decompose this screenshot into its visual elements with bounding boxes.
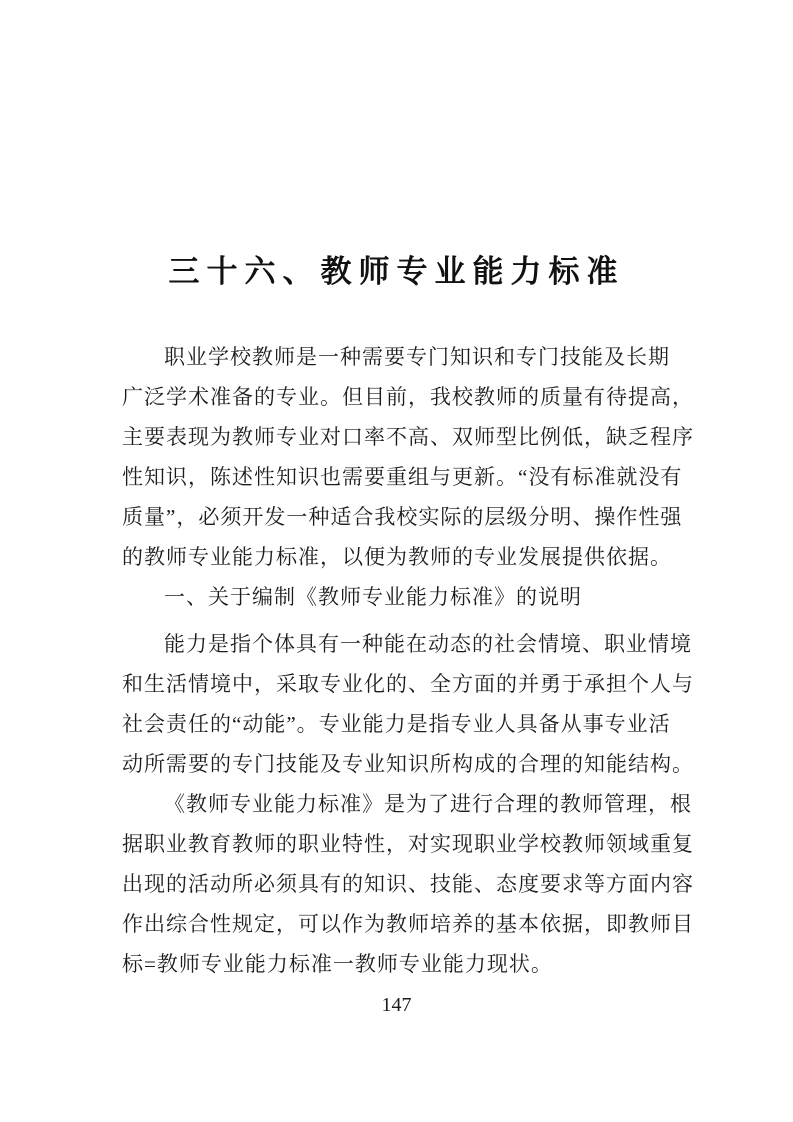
text-line: 广泛学术准备的专业。但目前，我校教师的质量有待提高， — [122, 385, 694, 409]
text-line: 据职业教育教师的职业特性，对实现职业学校教师领域重复 — [122, 832, 694, 856]
text-line: 主要表现为教师专业对口率不高、双师型比例低，缺乏程序 — [122, 425, 694, 449]
text-line: 的教师专业能力标准，以便为教师的专业发展提供依据。 — [122, 545, 672, 569]
text-line: 《教师专业能力标准》是为了进行合理的教师管理，根 — [164, 792, 692, 816]
paragraph-ability-definition — [122, 624, 698, 784]
text-line: 标=教师专业能力标准一教师专业能力现状。 — [122, 952, 553, 976]
document-title: 三十六、教师专业能力标准 — [168, 254, 625, 289]
text-line: 和生活情境中，采取专业化的、全方面的并勇于承担个人与 — [122, 672, 694, 696]
document-body — [122, 337, 698, 984]
text-line: 出现的活动所必须具有的知识、技能、态度要求等方面内容 — [122, 872, 694, 896]
text-line: 性知识，陈述性知识也需要重组与更新。“没有标准就没有 — [122, 465, 683, 489]
text-line: 职业学校教师是一种需要专门知识和专门技能及长期 — [164, 345, 670, 369]
text-line: 作出综合性规定，可以作为教师培养的基本依据，即教师目 — [122, 912, 694, 936]
page-number: 147 — [381, 994, 412, 1016]
paragraph-intro — [122, 337, 698, 577]
text-line: 社会责任的“动能”。专业能力是指专业人具备从事专业活 — [122, 712, 671, 736]
section-heading: 一、关于编制《教师专业能力标准》的说明 — [164, 585, 582, 609]
paragraph-standard-purpose — [122, 784, 698, 984]
text-line: 动所需要的专门技能及专业知识所构成的合理的知能结构。 — [122, 752, 694, 776]
text-line: 能力是指个体具有一种能在动态的社会情境、职业情境 — [164, 632, 692, 656]
text-line: 质量”，必须开发一种适合我校实际的层级分明、操作性强 — [122, 505, 683, 529]
